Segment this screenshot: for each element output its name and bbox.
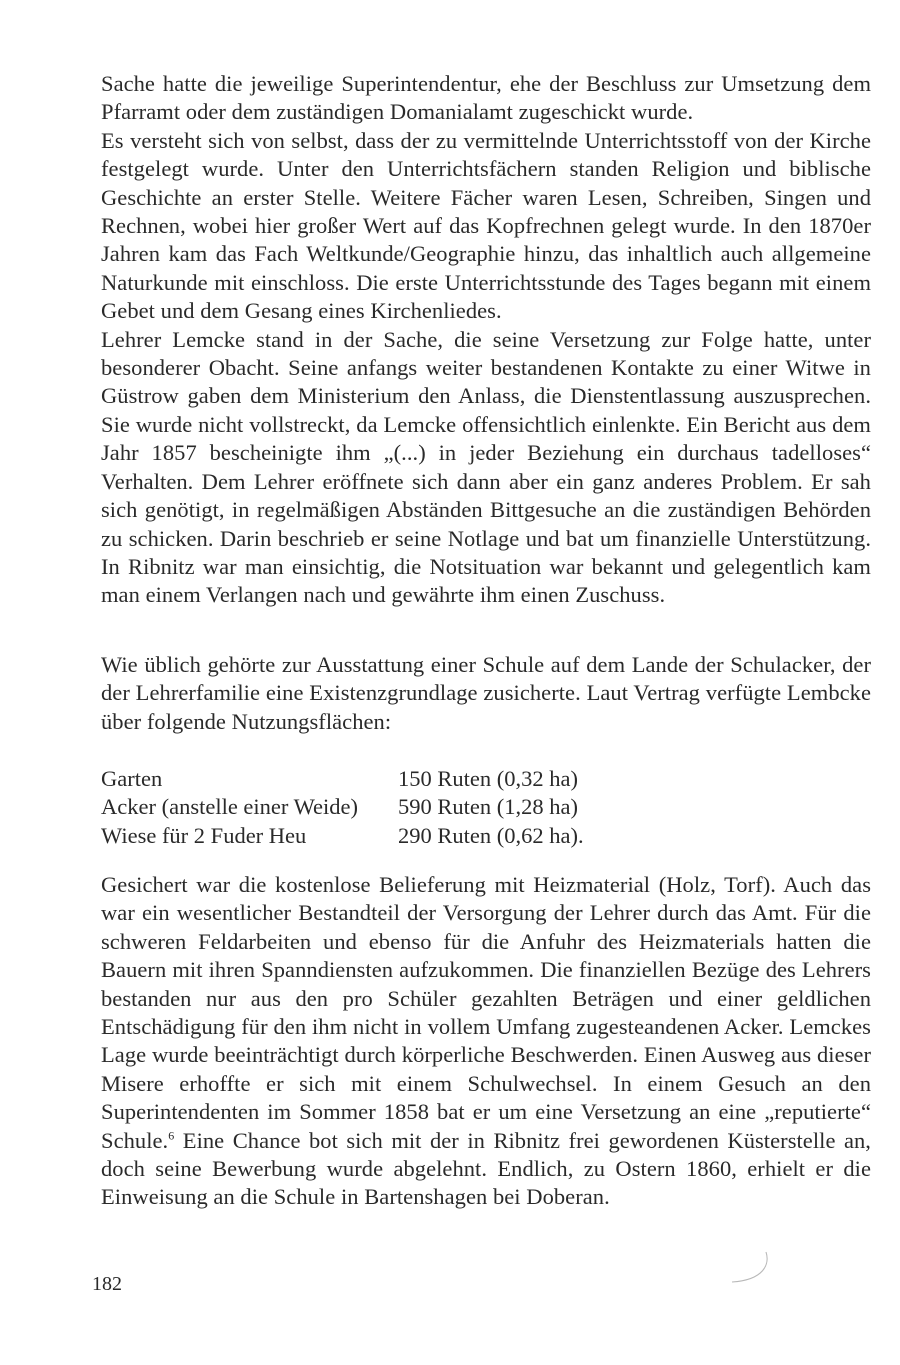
table-row — [101, 793, 584, 821]
table-row — [101, 765, 584, 793]
table-cell-value: 290 Ruten (0,62 ha). — [398, 822, 584, 848]
paragraph-2: Es versteht sich von selbst, dass der zu vermittelnde Unterrichtsstoff von der Kirche festgelegt wurde. Unter den Unterrichtsfächern standen Religion und biblische Geschichte an erster Stelle. Weitere Fächer waren Lesen, Schreiben, Singen und Rechnen, wobei hier großer Wert auf das Kopfrechnen gelegt wurde. In den 1870er Jahren kam das Fach Weltkunde/Geographie hinzu, das inhaltlich auch allgemeine Naturkunde mit einschloss. Die erste Unterrichtsstunde des Tages begann mit einem Gebet und dem Gesang eines Kirchenliedes. — [101, 127, 871, 324]
paragraph-4: Wie üblich gehörte zur Ausstattung einer Schule auf dem Lande der Schulacker, der der Lehrerfamilie eine Existenzgrundlage zusicherte. Laut Vertrag verfügte Lembcke über folgende Nutzungsflächen: — [101, 652, 871, 734]
table-cell-label: Garten — [101, 766, 163, 791]
page-curl-mark-icon — [728, 1248, 773, 1288]
paragraph-5 — [101, 871, 871, 1212]
body-text-top — [101, 70, 871, 610]
table-cell-label: Wiese für 2 Fuder Heu — [101, 822, 307, 848]
table-cell-value: 150 Ruten (0,32 ha) — [398, 766, 578, 791]
paragraph-1: Sache hatte die jeweilige Superintendentur, ehe der Beschluss zur Umsetzung dem Pfarramt oder dem zuständigen Domanialamt zugeschickt wurde. — [101, 71, 871, 125]
body-text-intro — [101, 651, 871, 736]
paragraph-5-part-1: Gesichert war die kostenlose Belieferung mit Heizmaterial (Holz, Torf). Auch das war ein wesentlicher Bestandteil der Versorgung der Lehrer durch das Amt. Für die schweren Feldarbeiten und ebenso für die Anfuhr des Heizmaterials hatten die Bauern mit ihren Spanndiensten aufzukommen. Die finanziellen Bezüge des Lehrers bestanden nur aus den pro Schüler gezahlten Beträgen und einer geldlichen Entschädigung für den ihm nicht in vollem Umfang zugesteandenen Acker. Lemckes Lage wurde beeinträchtigt durch körperliche Beschwerden. Einen Ausweg aus dieser Misere erhoffte er sich mit einem Schulwechsel. In einem Gesuch an den Superintendenten im Sommer 1858 bat er um eine Versetzung an eine „reputierte“ Schule. — [101, 872, 871, 1153]
page-number: 182 — [92, 1273, 122, 1295]
body-text-bottom — [101, 871, 871, 1212]
table-cell-label: Acker (anstelle einer Weide) — [101, 794, 359, 820]
land-table — [101, 765, 584, 850]
table-row — [101, 822, 584, 850]
footnote-marker: 6 — [168, 1128, 175, 1143]
paragraph-3: Lehrer Lemcke stand in der Sache, die seine Versetzung zur Folge hatte, unter besonderer Obacht. Seine anfangs weiter bestandenen Kontakte zu einer Witwe in Güstrow gaben dem Ministerium den Anlass, die Dienstentlassung auszusprechen. Sie wurde nicht vollstreckt, da Lemcke offensichtlich einlenkte. Ein Bericht aus dem Jahr 1857 bescheinigte ihm „(...) in jeder Beziehung ein durchaus tadelloses“ Verhalten. Dem Lehrer eröffnete sich dann aber ein ganz anderes Problem. Er sah sich genötigt, in regelmäßigen Abständen Bittgesuche an die zuständigen Behörden zu schicken. Darin beschrieb er seine Notlage und bat um finanzielle Unterstützung. In Ribnitz war man einsichtig, die Notsituation war bekannt und gelegentlich kam man einem Verlangen nach und gewährte ihm einen Zuschuss. — [101, 326, 871, 608]
paragraph-5-part-2: Eine Chance bot sich mit der in Ribnitz frei gewordenen Küsterstelle an, doch seine Bewerbung wurde abgelehnt. Endlich, zu Ostern 1860, erhielt er die Einweisung an die Schule in Bartenshagen bei Doberan. — [101, 1127, 871, 1210]
table-cell-value: 590 Ruten (1,28 ha) — [398, 794, 578, 820]
